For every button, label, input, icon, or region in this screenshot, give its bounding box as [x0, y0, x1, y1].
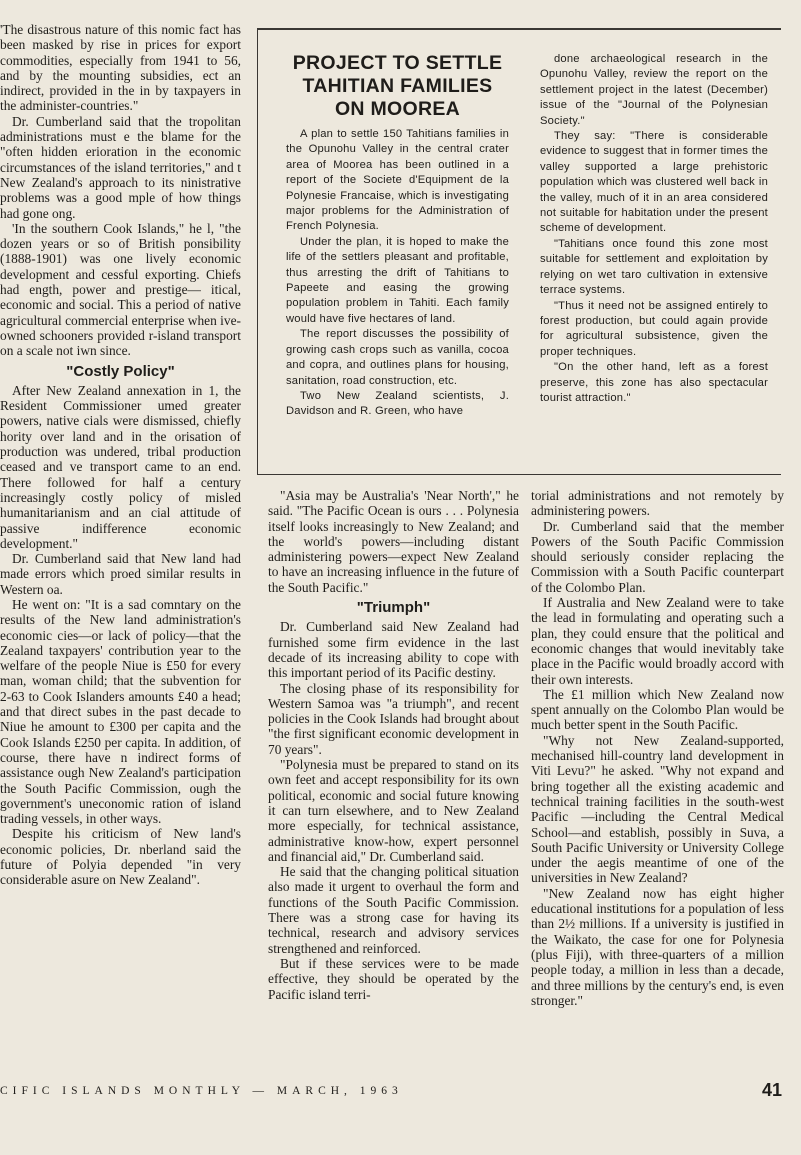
left-paragraph: Despite his criticism of New land's economic policies, Dr. nberland said the future of Polyia depended "in very considerable asure on New Zealand".	[0, 826, 241, 888]
box-paragraph: done archaeological research in the Opunohu Valley, review the report on the settlement project in the latest (December) issue of the "Journal of the Polynesian Society."	[540, 53, 768, 127]
box-paragraph: The report discusses the possibility of growing cash crops such as vanilla, cocoa and copra, and outlines plans for housing, sanitation, road construction, etc.	[286, 328, 509, 387]
moorea-sidebar-box	[257, 28, 781, 475]
right-paragraph: Dr. Cumberland said that the member Powers of the South Pacific Commission should seriously consider replacing the Commission with a South Pacific counterpart of the Colombo Plan.	[531, 518, 784, 595]
box-left-column	[286, 36, 509, 420]
footer-masthead: CIFIC ISLANDS MONTHLY — MARCH, 1963	[0, 1085, 403, 1097]
right-paragraph: If Australia and New Zealand were to take the lead in formulating and operating such a plan, they could ensure that the political and economic changes that would inevitably take place in the Pacific would broadly accord with their own interests.	[531, 595, 784, 687]
left-column	[0, 22, 241, 1062]
box-paragraph: "Thus it need not be assigned entirely to forest production, but could again provide for agricultural subsistence, given the proper techniques.	[540, 299, 768, 358]
box-paragraph: Two New Zealand scientists, J. Davidson and R. Green, who have	[286, 389, 509, 418]
left-paragraph: After New Zealand annexation in 1, the Resident Commissioner umed greater powers, native cials were dismissed, chiefly hority over land and in the orisation of production was undered, tribal production ceased and ve transport came to an end. There followed for half a century increasingly costly policy of misled humanitarianism and an cial attitude of passive indifference economic development."	[0, 382, 241, 551]
box-paragraph: They say: "There is considerable evidence to suggest that in former times the valley supported a large prehistoric population which was clustered well back in the valley, much of it in an area considered not suitable for habitation under the present scheme of development.	[540, 130, 768, 235]
left-paragraph: 'The disastrous nature of this nomic fact has been masked by rise in prices for export commodities, especially from 1941 to 56, and by the mounting subsidies, ect an indirect, provided in the in by taxpayers in the administer-countries."	[0, 22, 241, 114]
box-paragraph: "Tahitians once found this zone most suitable for settlement and exploitation by relying on wet taro cultivation in extensive terrace systems.	[540, 237, 768, 297]
middle-paragraph: But if these services were to be made effective, they should be operated by the Pacific island terri-	[268, 955, 519, 1002]
box-paragraph: "On the other hand, left as a forest preserve, this zone has also spectacular tourist attraction."	[540, 361, 768, 404]
right-column	[531, 488, 784, 1060]
right-paragraph: The £1 million which New Zealand now spent annually on the Colombo Plan would be much better spent in the South Pacific.	[531, 686, 784, 733]
middle-paragraph: He said that the changing political situation also made it urgent to overhaul the form and functions of the South Pacific Commission. There was a strong case for having its technical, research and advisory services strengthened and reinforced.	[268, 864, 519, 956]
box-paragraph: Under the plan, it is hoped to make the life of the settlers pleasant and profitable, thus arresting the drift of Tahitians to Papeete and easing the growing population problem in Tahiti. Each family would have five hectares of land.	[286, 235, 509, 325]
right-paragraph: "New Zealand now has eight higher educational institutions for a population of less than 2½ millions. If a university is justified in the Waikato, the case for one for Polynesia (plus Fiji), with three-quarters of a million people today, a million in less than a decade, and three millions by the century's end, is even stronger."	[531, 885, 784, 1008]
middle-paragraph: Dr. Cumberland said New Zealand had furnished some firm evidence in the last decade of its increasing ability to cope with this important period of its Pacific destiny.	[268, 619, 519, 681]
page-number: 41	[762, 1080, 783, 1100]
page-footer	[0, 1080, 801, 1104]
left-paragraph: Dr. Cumberland said that the tropolitan administrations must e the blame for the "often hidden erioration in the economic circumstances of the island territories," and t New Zealand's approach to its ninistrative problems was a good mple of how things had gone ong.	[0, 113, 241, 221]
left-paragraph: Dr. Cumberland said that New land had made errors which proed similar results in Western oa.	[0, 551, 241, 597]
box-right-column	[540, 52, 768, 406]
subhead-costly-policy: "Costly Policy"	[66, 362, 175, 380]
middle-paragraph: "Polynesia must be prepared to stand on its own feet and accept responsibility for its own political, economic and social future knowing it can turn elsewhere, and to New Zealand more especially, for technical assistance, administrative know-how, expert personnel and financial aid," Dr. Cumberland said.	[268, 757, 519, 864]
right-paragraph: "Why not New Zealand-supported, mechanised hill-country land development in Viti Levu?" he asked. "Why not expand and bring together all the existing academic and technical training facilities in the south-west Pacific —including the Central Medical School—and establish, possibly in Suva, a South Pacific University or University College under the aegis meantime of one of the universities in New Zealand?	[531, 732, 784, 886]
middle-column	[268, 488, 519, 1060]
middle-paragraph: "Asia may be Australia's 'Near North'," he said. "The Pacific Ocean is ours . . . Polynesia itself looks increasingly to New Zealand; and the world's powers—including distant administering powers—expect New Zealand to have an increasing influence in the future of the South Pacific."	[268, 488, 519, 595]
right-paragraph: torial administrations and not remotely by administering powers.	[531, 488, 784, 519]
box-paragraph: A plan to settle 150 Tahitians families in the Opunohu Valley in the central crater area of Moorea has been outlined in a report of the Societe d'Equipment de la Polynesie Francaise, which is investigating major problems for the Administration of French Polynesia.	[286, 128, 509, 233]
subhead-triumph: "Triumph"	[356, 599, 431, 617]
left-paragraph: 'In the southern Cook Islands," he l, "the dozen years or so of British ponsibility (1888-1901) was one lively economic development and cessful exporting. Chiefs had ength, power and prestige— itical, economic and social. This a period of native agricultural commercial enterprise when ive-owned schooners provided r-island transport on a scale not iwn since.	[0, 220, 241, 359]
left-paragraph: He went on: "It is a sad comntary on the results of the New land administration's economic cies—or lack of policy—that the Zealand taxpayers' contribution year to the welfare of the people Niue is £50 for every man, woman child; that the subvention for 2-63 to Cook Islanders amounts £40 a head; and that direct subes in the past decade to Niue he amount to £300 per capita and the Cook Islands £250 per capita. In addition, of course, there have n indirect forms of assistance ough New Zealand's participation the South Pacific Commission, ough the government's uneconomic ration of island trading vessels, in other ways.	[0, 596, 241, 827]
box-title: PROJECT TO SETTLE TAHITIAN FAMILIES ON MOOREA	[292, 52, 503, 120]
middle-paragraph: The closing phase of its responsibility for Western Samoa was "a triumph", and recent policies in the Cook Islands had brought about "the first significant economic development in 70 years".	[268, 680, 519, 757]
